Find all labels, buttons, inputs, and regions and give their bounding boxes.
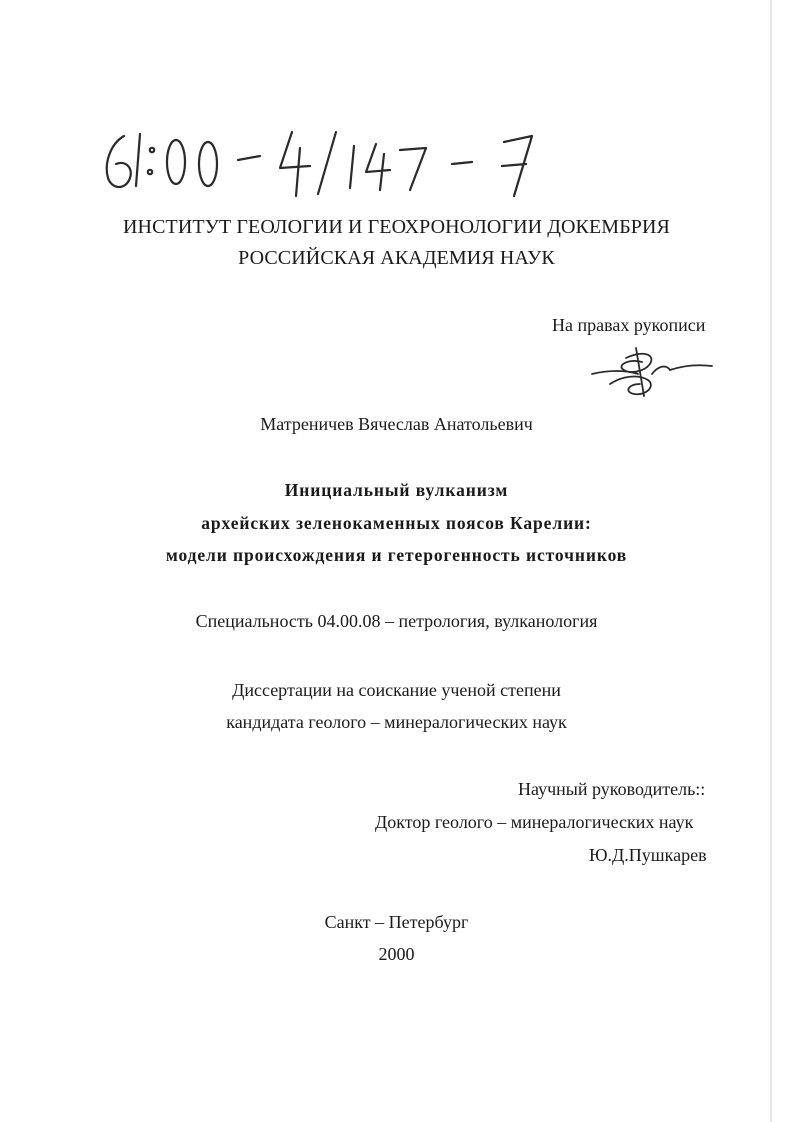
- supervisor-label: Научный руководитель::: [518, 779, 706, 799]
- dissertation-title-line-2: архейских зеленокаменных поясов Карелии:: [201, 513, 592, 533]
- handwritten-archive-code: [96, 120, 556, 200]
- signature: [586, 340, 716, 402]
- dissertation-title-line-1: Инициальный вулканизм: [284, 480, 509, 500]
- academy-name: РОССИЙСКАЯ АКАДЕМИЯ НАУК: [238, 247, 555, 269]
- city: Санкт – Петербург: [324, 912, 469, 932]
- manuscript-rights: На правах рукописи: [552, 315, 706, 335]
- supervisor-name: Ю.Д.Пушкарев: [589, 845, 707, 865]
- degree-line-2: кандидата геолого – минералогических наук: [226, 712, 567, 732]
- institute-name: ИНСТИТУТ ГЕОЛОГИИ И ГЕОХРОНОЛОГИИ ДОКЕМБРИЯ: [123, 216, 670, 238]
- specialty: Специальность 04.00.08 – петрология, вулканология: [195, 611, 598, 631]
- year: 2000: [378, 944, 415, 964]
- degree-line-1: Диссертации на соискание ученой степени: [232, 680, 561, 700]
- supervisor-degree: Доктор геолого – минералогических наук: [375, 812, 694, 832]
- author-name: Матреничев Вячеслав Анатольевич: [260, 414, 533, 434]
- dissertation-title-line-3: модели происхождения и гетерогенность источников: [165, 545, 628, 565]
